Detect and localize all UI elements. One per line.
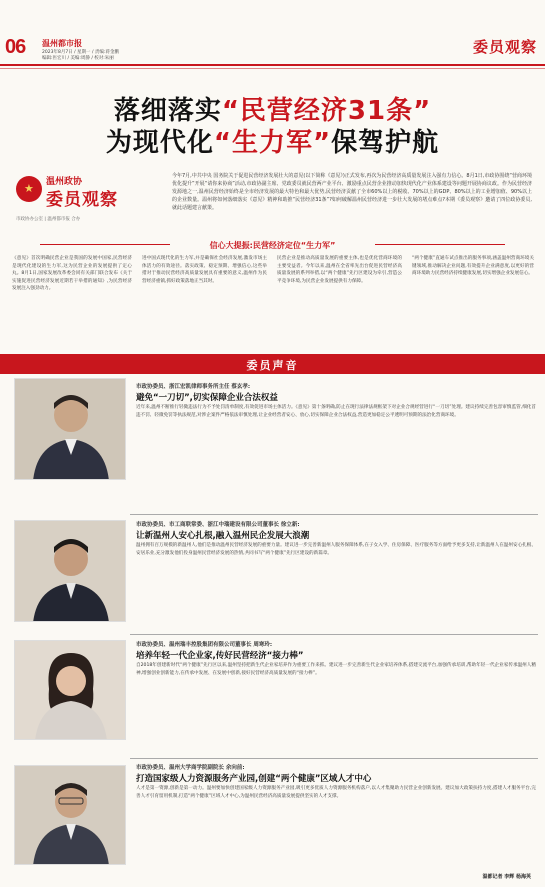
- body-column: “两个健康”直通车试点推出的服务事项,涵盖温州营商环境关键领域,推动解决企业问题,有效提升企业满意度,以更好的营商环境助力民营经济持续健康发展,切实增强企业发展信心。: [412, 256, 534, 277]
- body-column: 《意见》首次明确民营企业是我国的发展中国家,民营经济是现代化建设的生力军,这为民营企业的发展提供了定心丸。8月1日,国家发展改革委会同有关部门联合发布《关于实施促进民营经济发展近期若干举措的通知》,为民营经济发展注入强劲动力。: [12, 256, 132, 292]
- speech-body: 近年来,温州不断推行轻微违法行为不予处罚清单制度,有效促进市场主体活力。《意见》第十条明确,防止在现行法律法规框架下对企业合规经营进行“一刀切”处理。建议持续完善包容审慎监管,细化首违不罚、轻微免罚等执法规范,对涉企案件严格依法审慎处理,让企业经营者安心、放心,切实保障企业合法权益,营造更加稳定公平透明可预期的法治化营商环境。: [136, 405, 536, 418]
- speech-title: 打造国家级人力资源服务产业园,创建“两个健康”区域人才中心: [136, 774, 372, 784]
- paper-name: 温州都市报: [42, 39, 82, 48]
- logo-org: 温州政协: [46, 177, 83, 187]
- speech-body: 人才是第一资源,创新是第一动力。温州要加快创建国家级人力资源服务产业园,吸引更多优质人力资源服务机构落户,以人才集聚助力民营企业创新发展。建议加大政策扶持力度,搭建人才服务平台,完善人才引育留用机制,打造“两个健康”区域人才中心,为温州民营经济高质量发展提供坚实的人才支撑。: [136, 786, 536, 799]
- column-logo: [16, 174, 166, 214]
- issue-line: 2023年8月7日 / 星期一 / 责编:蒋金鹏: [42, 50, 119, 55]
- divider: [130, 634, 538, 635]
- byline: 温都记者 李辉 杨海英: [482, 874, 531, 880]
- voice-section-title: 委员声音: [246, 359, 299, 372]
- speaker-photo: [14, 765, 126, 865]
- speech-title: 避免“一刀切”,切实保障企业合法权益: [136, 393, 278, 403]
- speaker-photo: [14, 378, 126, 480]
- lead-paragraph: 今年7月,中共中央 国务院关于促进民营经济发展壮大的意见(以下简称《意见》)正式发布,再次为民营经济高质量发展注入强有力信心。8月1日,市政协围绕“营商环境优化提升”开展“请你来协商”活动,市政协副主席、党政委员就民营两产业平台、激励重点民营企业推动加快现代化产业体系建设等问题开展协商议政。作为民营经济发源地之一,温州民营经济始终是全市经济发展的最大特色和最大优势,民营经济贡献了全市60%以上的税收、70%以上的GDP、80%以上的工业增加值、90%以上的企业数量。温州将如何落细落实《意见》精神和助推“民营经济31条”?如何破解温州民营经济进一步壮大发展的堵点难点?本期《委员观察》邀请了四位政协委员,就此话题建言献策。: [172, 173, 532, 211]
- body-column: 进中国式现代化的生力军,并是确保社会经济发展,激发市场主体活力的有效途径。落实政策、稳定预期、增强信心,这些举措对于推动民营经济高质量发展具有重要的意义,温州作为民营经济重镇,抓好政策落地正当其时。: [142, 256, 267, 284]
- speaker-name: 市政协委员、浙江宏凯律师事务所主任 蔡玄孝:: [136, 384, 251, 390]
- speaker-name: 市政协委员、温州瑞丰控股集团有限公司董事长 周寒玲:: [136, 642, 273, 648]
- logo-sub: 市政协办公室 | 温州都市报 合办: [16, 217, 81, 222]
- headline-line-1-b: “民营经济31条”: [221, 96, 432, 126]
- speech-title: 培养年轻一代企业家,传好民营经济“接力棒”: [136, 651, 304, 661]
- page-number: 06: [5, 36, 26, 58]
- speaker-name: 市政协委员、市工商联常委、浙江中瑞建设有限公司董事长 徐立新:: [136, 522, 300, 528]
- body-column: 民营企业是推动高质量发展的重要主体,也是优化营商环境的主要受益者。今年以来,温州在全省率先出台促进民营经济高质量发展的系列举措,以“两个健康”先行区建设为牵引,营造公平竞争环境,为民营企业发展提供有力保障。: [277, 256, 402, 284]
- divider: [130, 514, 538, 515]
- section-name: 委员观察: [472, 38, 537, 56]
- headline-line-2-c: 保驾护航: [331, 128, 440, 158]
- speaker-photo: [14, 520, 126, 622]
- headline-line-2-a: 为现代化: [105, 128, 214, 158]
- cppcc-emblem-icon: ★: [16, 176, 42, 202]
- speech-title: 让新温州人安心扎根,融入温州民企发展大浪潮: [136, 531, 310, 541]
- speaker-name: 市政协委员、温州大学商学院副院长 余向前:: [136, 765, 245, 771]
- headline-line-1-a: 落细落实: [113, 96, 222, 126]
- masthead: [0, 0, 545, 66]
- headline-line-2: [0, 122, 545, 159]
- editor-line: 编辑:医宏川 / 美编:周静 / 校对:朱丽: [42, 56, 114, 61]
- top-rule: [0, 64, 545, 66]
- top-rule-thin: [0, 68, 545, 69]
- logo-title: 委员观察: [46, 190, 118, 210]
- headline-line-2-b: “生力军”: [213, 128, 332, 158]
- subhead: 信心大提振:民营经济定位“生力军”: [209, 241, 336, 250]
- speech-body: 温州拥有百万规模的新温州人,他们是推动温州民营经济发展的重要力量。建议进一步完善新温州人服务保障体系,在子女入学、住房保障、医疗服务等方面给予更多支持,让新温州人在温州安心扎根、安居乐业,充分激发他们投身温州民营经济发展的热情,共同书写“两个健康”先行区建设的新篇章。: [136, 543, 536, 556]
- subhead-rule-right: [375, 244, 505, 245]
- divider: [130, 758, 538, 759]
- speaker-photo: [14, 640, 126, 740]
- speech-body: 自2018年创建新时代“两个健康”先行区以来,温州坚持把新生代企业家培养作为重要工作来抓。建议进一步完善新生代企业家培养体系,搭建交流平台,加强传承培训,帮助年轻一代企业家传承温州人精神,增强创业创新能力,在传承中发展、在发展中创新,接好民营经济高质量发展的“接力棒”。: [136, 663, 536, 676]
